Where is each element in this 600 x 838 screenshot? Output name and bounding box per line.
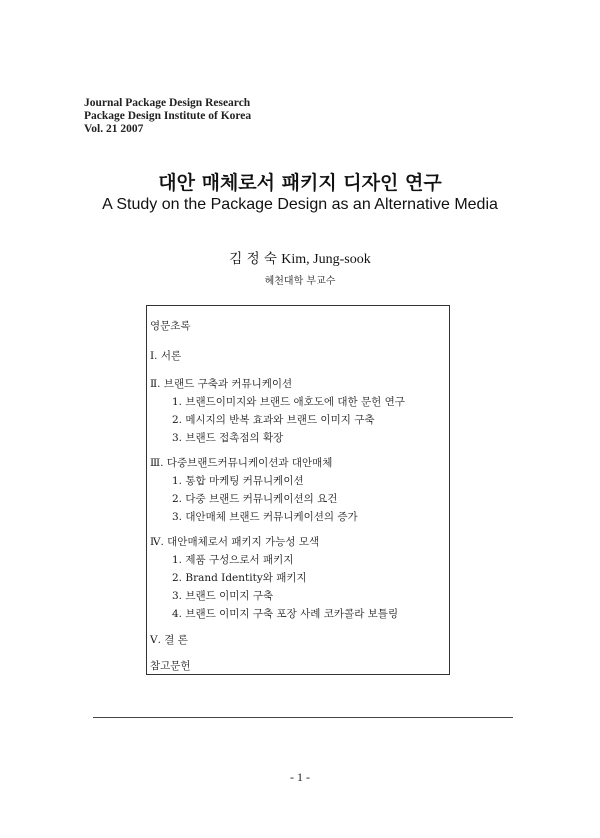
toc-section-4-2: 2. Brand Identity와 패키지 bbox=[172, 572, 307, 584]
toc-section-2: Ⅱ. 브랜드 구축과 커뮤니케이션 bbox=[150, 378, 293, 390]
journal-publisher: Package Design Institute of Korea bbox=[84, 110, 252, 122]
journal-volume: Vol. 21 2007 bbox=[84, 123, 144, 135]
toc-section-1: Ⅰ. 서론 bbox=[150, 350, 182, 362]
author-line bbox=[0, 247, 600, 268]
toc-section-2-3: 3. 브랜드 접촉점의 확장 bbox=[172, 432, 284, 444]
toc-section-2-2: 2. 메시지의 반복 효과와 브랜드 이미지 구축 bbox=[172, 414, 375, 426]
title-english: A Study on the Package Design as an Alternative Media bbox=[102, 196, 498, 213]
page-number: - 1 - bbox=[290, 770, 310, 784]
toc-section-2-1: 1. 브랜드이미지와 브랜드 애호도에 대한 문헌 연구 bbox=[172, 396, 405, 408]
author-korean: 김 정 숙 bbox=[229, 251, 277, 267]
toc-section-3-2: 2. 다중 브랜드 커뮤니케이션의 요건 bbox=[172, 493, 338, 505]
toc-abstract: 영문초록 bbox=[150, 320, 191, 332]
footer-divider bbox=[93, 717, 513, 718]
toc-section-3-3: 3. 대안매체 브랜드 커뮤니케이션의 증가 bbox=[172, 511, 358, 523]
toc-section-4-1: 1. 제품 구성으로서 패키지 bbox=[172, 554, 294, 566]
toc-section-4-3: 3. 브랜드 이미지 구축 bbox=[172, 590, 274, 602]
title-korean: 대안 매체로서 패키지 디자인 연구 bbox=[158, 172, 442, 194]
toc-section-4: Ⅳ. 대안매체로서 패키지 가능성 모색 bbox=[150, 536, 320, 548]
author-english: Kim, Jung-sook bbox=[281, 252, 371, 267]
journal-name: Journal Package Design Research bbox=[84, 97, 251, 109]
toc-references: 참고문헌 bbox=[150, 660, 191, 672]
toc-section-5: Ⅴ. 결 론 bbox=[150, 634, 188, 646]
toc-section-3: Ⅲ. 다중브랜드커뮤니케이션과 대안매체 bbox=[150, 457, 333, 469]
journal-info bbox=[84, 97, 251, 136]
toc-section-3-1: 1. 통합 마케팅 커뮤니케이션 bbox=[172, 475, 304, 487]
author-affiliation: 혜천대학 부교수 bbox=[264, 276, 336, 287]
toc-section-4-4: 4. 브랜드 이미지 구축 포장 사례 코카콜라 보틀링 bbox=[172, 608, 399, 620]
